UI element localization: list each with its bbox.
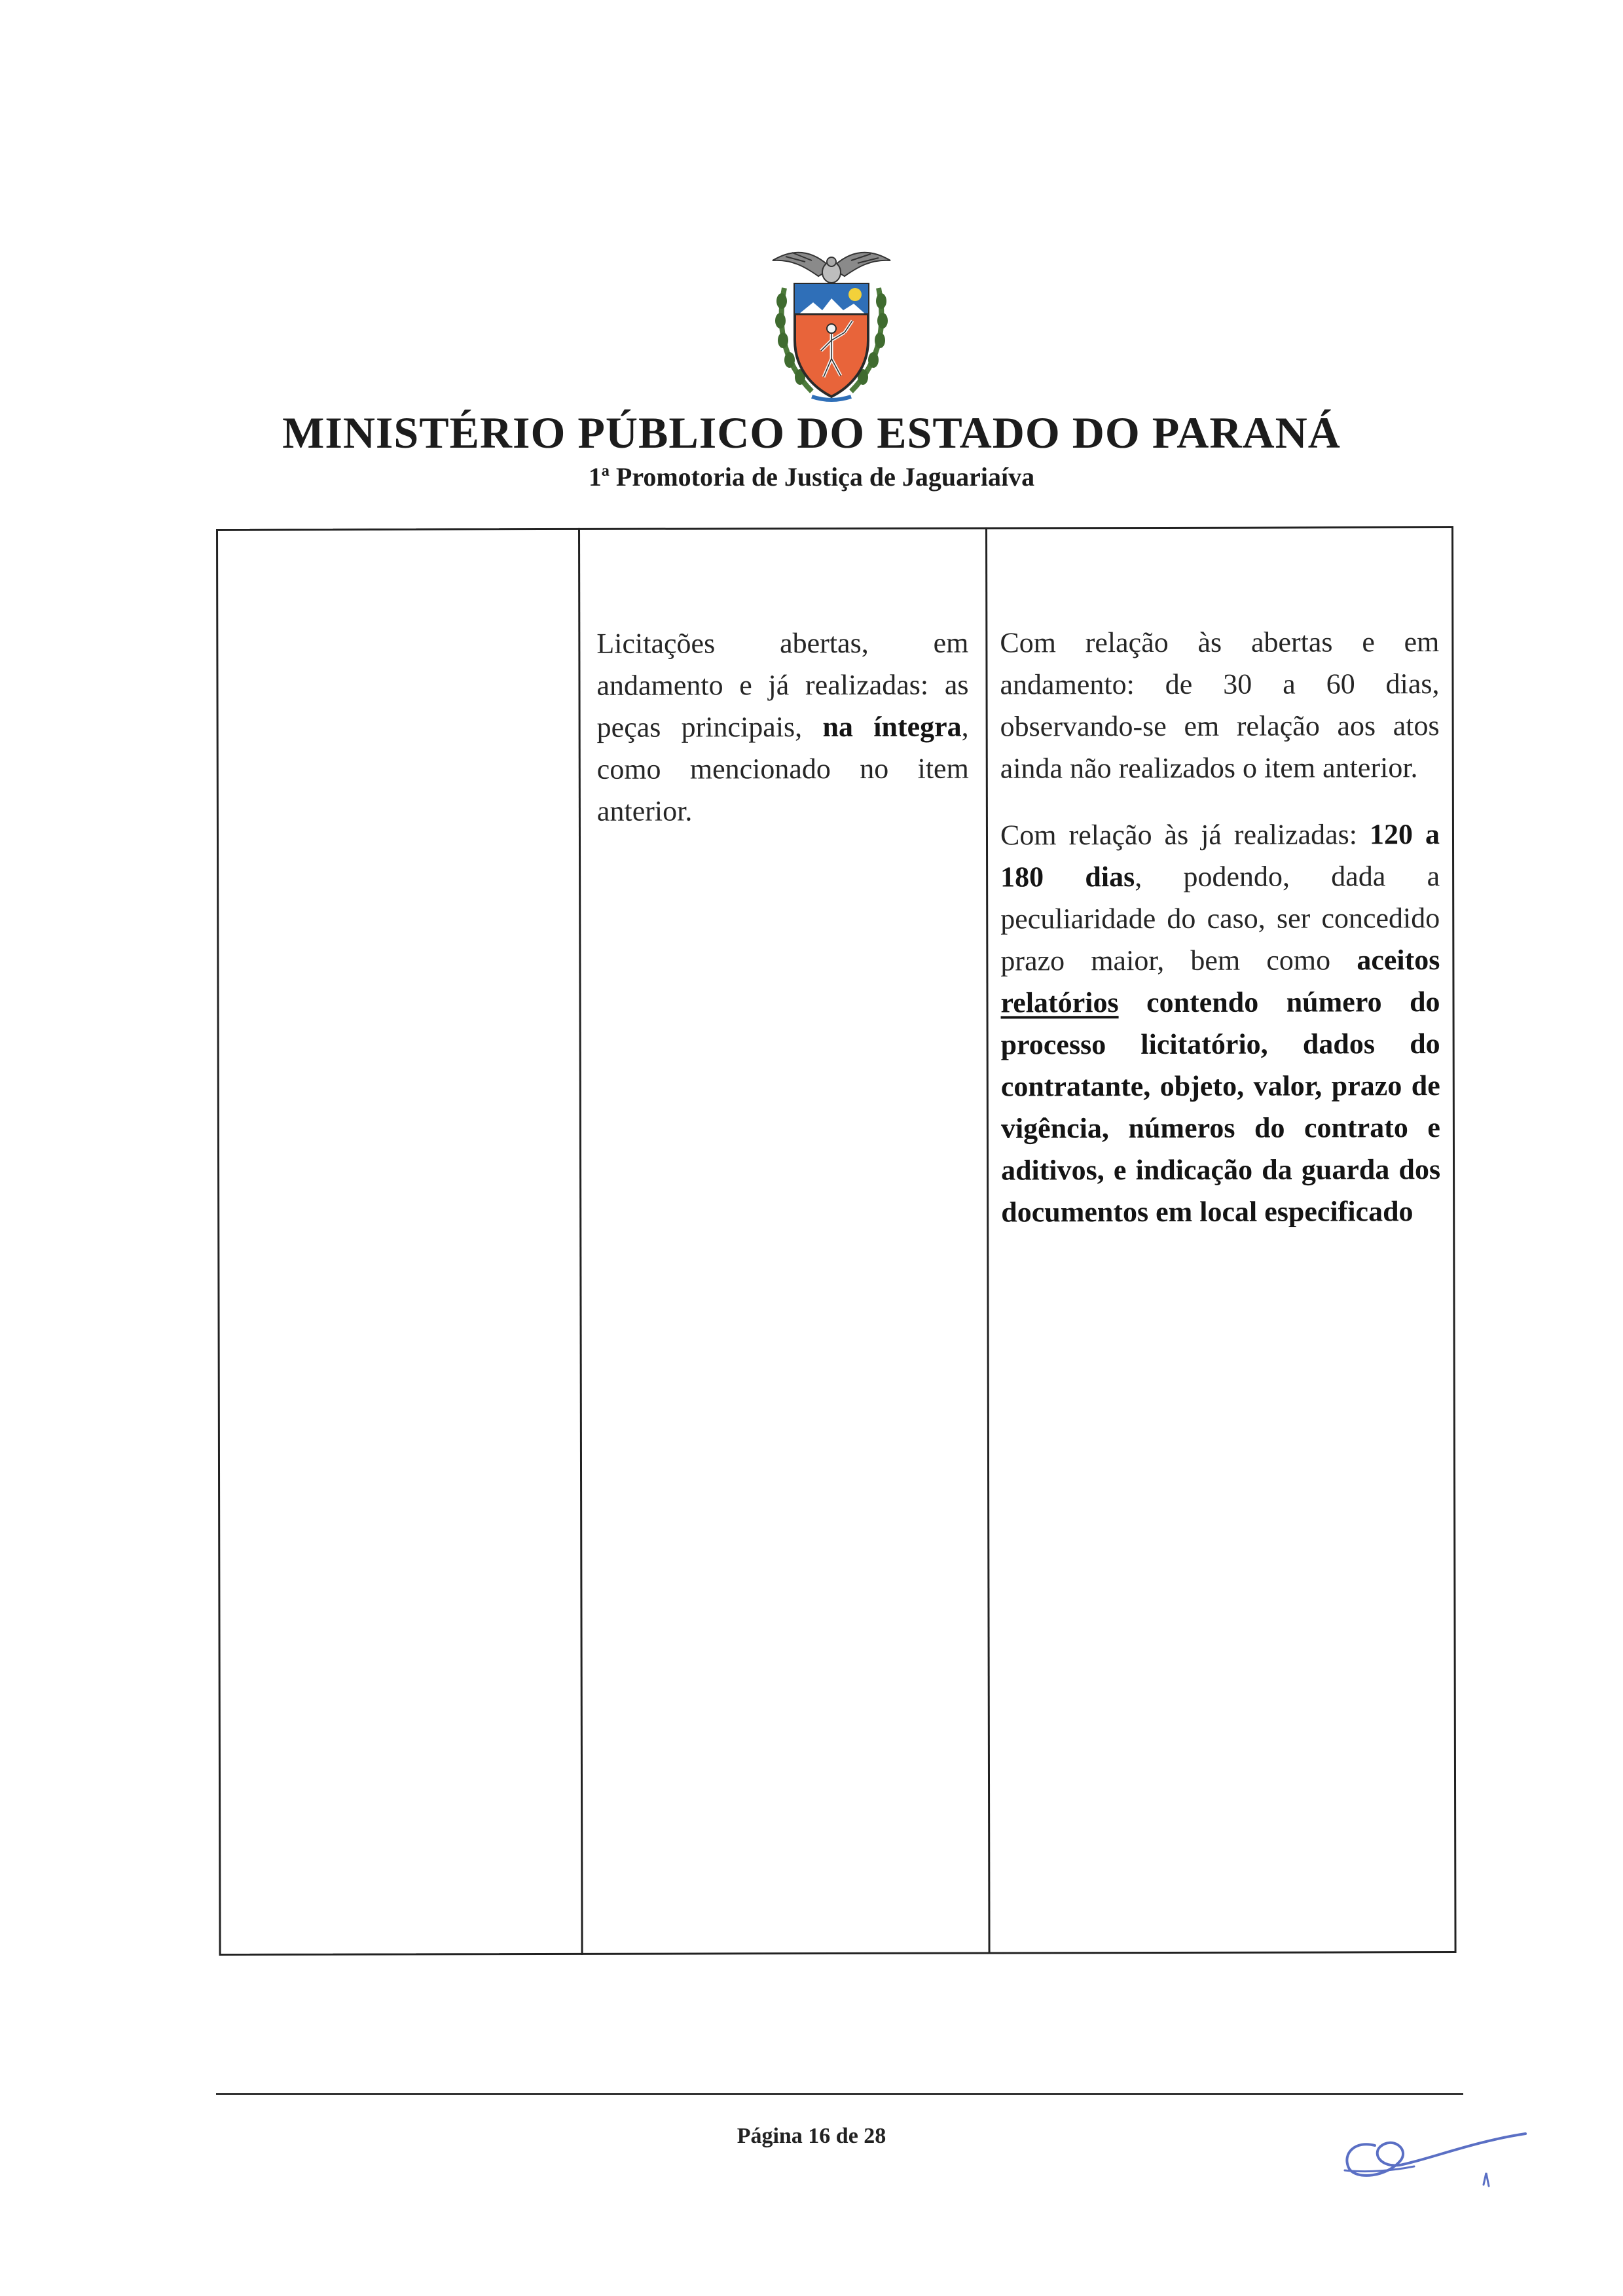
col3-p2-text-a: Com relação às já realizadas:	[1000, 818, 1370, 852]
col2-text-b: , como mencionado no item anterior.	[596, 710, 969, 827]
handwritten-signature-icon	[1329, 2108, 1545, 2199]
col3-p2-bold-b: aceitos	[1357, 944, 1440, 977]
col3-p2-bold-a: 120 a 180 dias	[1000, 818, 1440, 893]
col2-text-a: Licitações abertas, em andamento e já realizadas: as peças principais,	[596, 626, 969, 744]
col3-p2-text-b: , podendo, dada a peculiaridade do caso, ser concedido prazo maior, bem como	[1000, 860, 1440, 977]
institution-title: MINISTÉRIO PÚBLICO DO ESTADO DO PARANÁ	[282, 408, 1341, 457]
table-cell-col1	[216, 528, 581, 1956]
content-table	[216, 526, 1457, 1956]
cell-col3-paragraph-1: Com relação às abertas e em andamento: de 30 a 60 dias, observando-se em relação aos atos ainda não realizados o item anterior.	[1000, 626, 1440, 785]
cell-col3-paragraph-2	[1000, 814, 1440, 1233]
cell-col2-paragraph	[596, 622, 969, 833]
promotoria-subtitle: 1ª Promotoria de Justiça de Jaguariaíva	[588, 462, 1035, 492]
col2-bold-text: na íntegra	[822, 710, 962, 744]
footer-rule	[216, 2093, 1463, 2095]
table-cell-col2	[578, 528, 989, 1955]
col3-p2-bold-underlined: relatórios	[1000, 986, 1119, 1019]
col3-p2-bold-c: contendo número do processo licitatório, dados do contratante, objeto, valor, prazo de vigência, números do contrato e aditivos, e indicação da guarda dos documentos em local especificado	[1000, 986, 1441, 1229]
page-number: Página 16 de 28	[737, 2124, 886, 2148]
table-cell-col3	[985, 526, 1457, 1954]
parana-coat-of-arms-icon	[766, 242, 897, 406]
